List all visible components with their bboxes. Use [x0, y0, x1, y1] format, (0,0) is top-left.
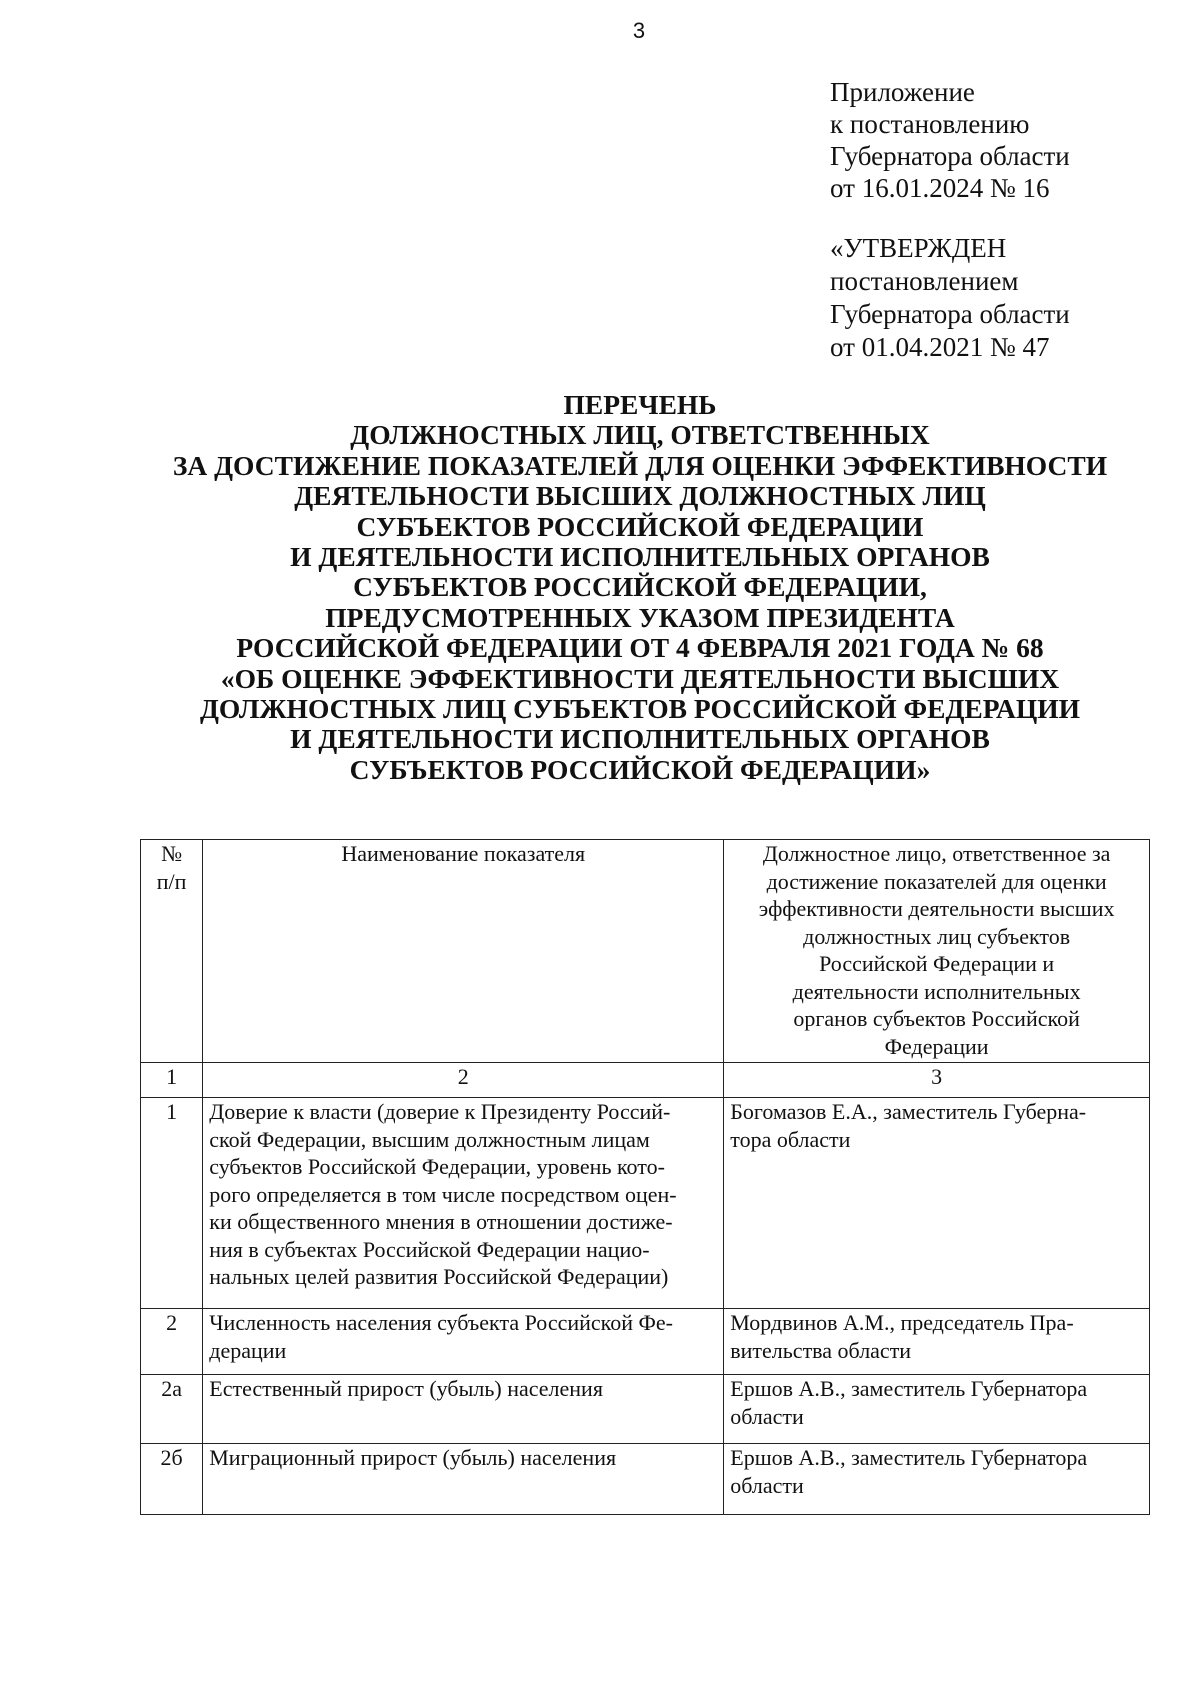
header-text: Должностное лицо, ответственное за — [762, 841, 1111, 866]
title-line: СУБЪЕКТОВ РОССИЙСКОЙ ФЕДЕРАЦИИ» — [349, 753, 931, 785]
appendix-line: от 16.01.2024 № 16 — [830, 173, 1050, 203]
header-text: п/п — [156, 868, 187, 894]
title-line: ДОЛЖНОСТНЫХ ЛИЦ СУБЪЕКТОВ РОССИЙСКОЙ ФЕДЕРАЦИИ — [199, 693, 1081, 725]
header-text: Российской Федерации и — [819, 951, 1055, 976]
cell-line: Миграционный прирост (убыль) населения — [209, 1445, 617, 1470]
approval-line: от 01.04.2021 № 47 — [830, 332, 1050, 362]
responsibility-table — [140, 839, 1150, 1515]
title-line: СУБЪЕКТОВ РОССИЙСКОЙ ФЕДЕРАЦИИ — [356, 510, 924, 542]
column-number-cell: 3 — [724, 1063, 1150, 1098]
approval-line: «УТВЕРЖДЕН — [830, 233, 1007, 263]
indicator-cell — [203, 1309, 724, 1375]
cell-line: дерации — [209, 1337, 287, 1363]
header-cell-official — [724, 840, 1150, 1063]
row-number-cell: 2б — [141, 1444, 203, 1515]
official-cell — [724, 1098, 1150, 1309]
title-line: И ДЕЯТЕЛЬНОСТИ ИСПОЛНИТЕЛЬНЫХ ОРГАНОВ — [290, 723, 990, 755]
title-line: СУБЪЕКТОВ РОССИЙСКОЙ ФЕДЕРАЦИИ, — [353, 571, 927, 603]
header-text: достижение показателей для оценки — [766, 868, 1107, 894]
row-number-cell: 2а — [141, 1375, 203, 1444]
cell-line: Ершов А.В., заместитель Губернатора — [730, 1376, 1088, 1401]
header-text: органов субъектов Российской — [793, 1006, 1080, 1031]
cell-line: Богомазов Е.А., заместитель Губерна- — [730, 1099, 1087, 1124]
appendix-line: Губернатора области — [830, 141, 1070, 171]
column-number-cell: 1 — [141, 1063, 203, 1098]
cell-line: субъектов Российской Федерации, уровень кото- — [209, 1154, 665, 1179]
indicator-cell — [203, 1098, 724, 1309]
title-line: РОССИЙСКОЙ ФЕДЕРАЦИИ ОТ 4 ФЕВРАЛЯ 2021 ГОДА № 68 — [236, 632, 1044, 664]
cell-line: Естественный прирост (убыль) населения — [209, 1376, 603, 1401]
title-line: ПЕРЕЧЕНЬ — [563, 389, 717, 420]
header-cell-indicator — [203, 840, 724, 1063]
cell-line: нальных целей развития Российской Федерации) — [209, 1264, 669, 1289]
approval-stamp-block — [830, 232, 1070, 364]
cell-line: ния в субъектах Российской Федерации нацио- — [209, 1236, 650, 1262]
table-row — [141, 1375, 1150, 1444]
column-number-row — [141, 1063, 1150, 1098]
indicator-cell — [203, 1375, 724, 1444]
cell-line: рого определяется в том числе посредством оцен- — [209, 1181, 677, 1207]
header-text: Наименование показателя — [341, 841, 586, 866]
cell-line: Ершов А.В., заместитель Губернатора — [730, 1445, 1088, 1470]
cell-line: Мордвинов А.М., председатель Пра- — [730, 1310, 1074, 1335]
row-number-cell: 2 — [141, 1309, 203, 1375]
page-number: 3 — [632, 18, 646, 43]
cell-line: тора области — [730, 1126, 851, 1152]
appendix-line: Приложение — [830, 77, 975, 107]
header-text: эффективности деятельности высших — [758, 896, 1115, 921]
appendix-line: к постановлению — [830, 109, 1030, 139]
indicator-cell — [203, 1444, 724, 1515]
title-line: И ДЕЯТЕЛЬНОСТИ ИСПОЛНИТЕЛЬНЫХ ОРГАНОВ — [290, 541, 990, 573]
cell-line: Численность населения субъекта Российской Фе- — [209, 1310, 673, 1335]
header-text: № — [161, 841, 183, 866]
cell-line: ской Федерации, высшим должностным лицам — [209, 1126, 650, 1152]
appendix-block — [830, 76, 1070, 204]
approval-line: Губернатора области — [830, 299, 1070, 329]
document-title — [0, 390, 1200, 785]
cell-line: области — [730, 1403, 804, 1429]
official-cell — [724, 1375, 1150, 1444]
header-text: Федерации — [884, 1033, 989, 1059]
approval-line: постановлением — [830, 266, 1019, 296]
header-text: должностных лиц субъектов — [803, 923, 1071, 949]
table-row — [141, 1309, 1150, 1375]
title-line: ЗА ДОСТИЖЕНИЕ ПОКАЗАТЕЛЕЙ ДЛЯ ОЦЕНКИ ЭФФЕКТИВНОСТИ — [172, 449, 1108, 481]
title-line: «ОБ ОЦЕНКЕ ЭФФЕКТИВНОСТИ ДЕЯТЕЛЬНОСТИ ВЫСШИХ — [220, 662, 1060, 694]
table-row — [141, 1444, 1150, 1515]
title-line: ДОЛЖНОСТНЫХ ЛИЦ, ОТВЕТСТВЕННЫХ — [350, 419, 930, 451]
official-cell — [724, 1444, 1150, 1515]
cell-line: области — [730, 1472, 804, 1498]
table-row — [141, 1098, 1150, 1309]
cell-line: вительства области — [730, 1337, 912, 1363]
title-line: ДЕЯТЕЛЬНОСТИ ВЫСШИХ ДОЛЖНОСТНЫХ ЛИЦ — [294, 480, 986, 512]
row-number-cell: 1 — [141, 1098, 203, 1309]
cell-line: Доверие к власти (доверие к Президенту Россий- — [209, 1099, 671, 1124]
header-text: деятельности исполнительных — [792, 978, 1081, 1004]
table-header-row — [141, 840, 1150, 1063]
column-number-cell: 2 — [203, 1063, 724, 1098]
cell-line: ки общественного мнения в отношении достиже- — [209, 1209, 673, 1234]
header-cell-number — [141, 840, 203, 1063]
official-cell — [724, 1309, 1150, 1375]
title-line: ПРЕДУСМОТРЕННЫХ УКАЗОМ ПРЕЗИДЕНТА — [325, 601, 955, 633]
